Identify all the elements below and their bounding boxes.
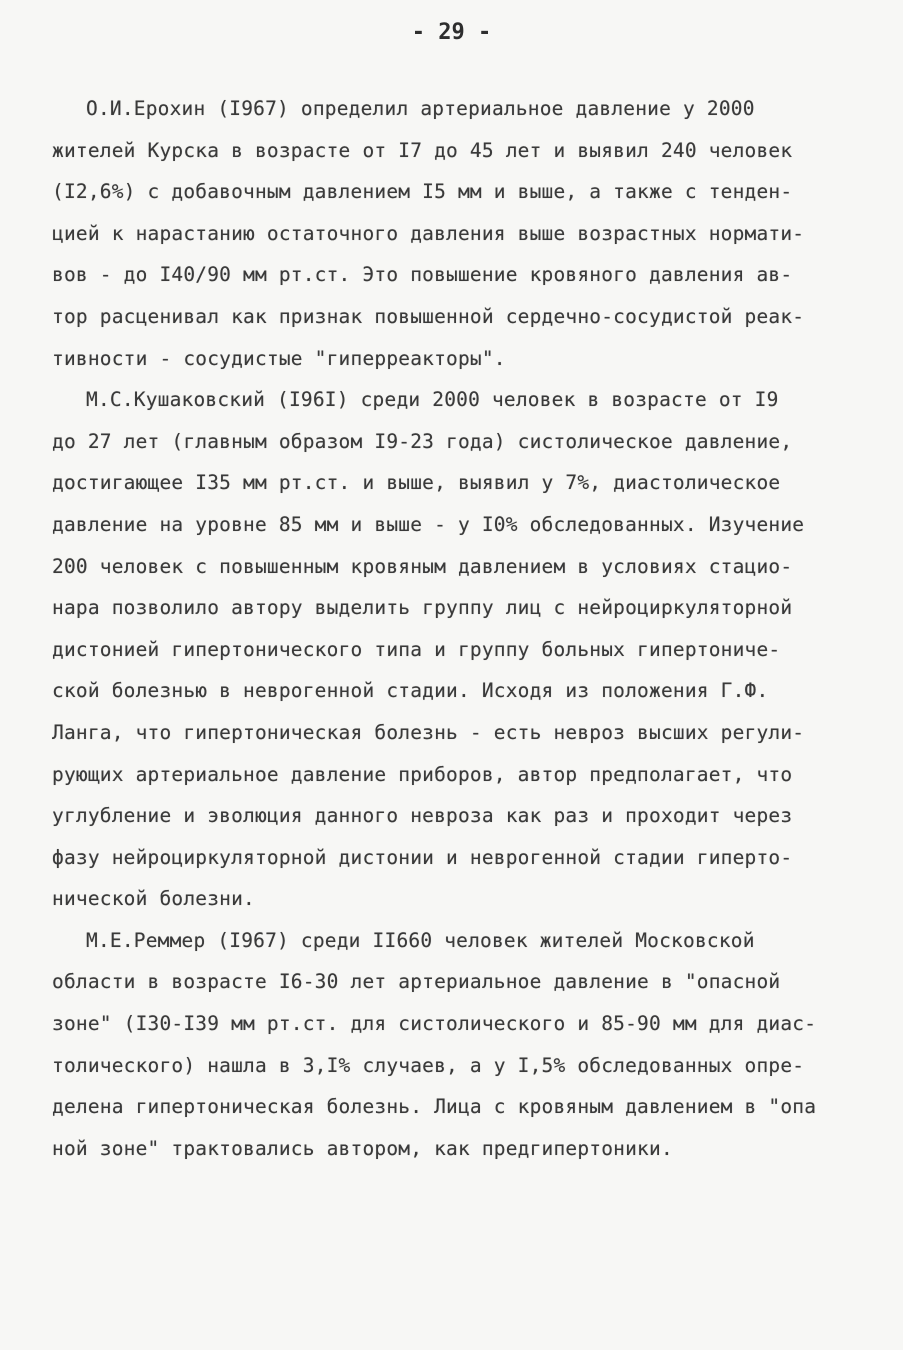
text-line: нара позволило автору выделить группу лиц с нейроциркуляторной	[52, 596, 793, 620]
text-line: Ланга, что гипертоническая болезнь - есть невроз высших регули-	[52, 720, 805, 744]
text-line: дистонией гипертонического типа и группу больных гипертониче-	[52, 637, 781, 661]
text-line: вов - до I40/90 мм рт.ст. Это повышение кровяного давления ав-	[52, 263, 793, 287]
text-line: О.И.Ерохин (I967) определил артериальное давление у 2000	[86, 97, 755, 120]
text-line: достигающее I35 мм рт.ст. и выше, выявил у 7%, диастолическое	[52, 471, 781, 495]
paragraph-erokhin	[52, 88, 852, 379]
text-line: М.Е.Реммер (I967) среди II660 человек жителей Московской	[86, 928, 755, 952]
text-line: фазу нейроциркуляторной дистонии и неврогенной стадии гиперто-	[52, 845, 793, 869]
text-line: тор расценивал как признак повышенной сердечно-сосудистой реак-	[52, 304, 805, 328]
paragraph-remmer	[52, 920, 852, 1170]
text-line: толического) нашла в 3,I% случаев, а у I,5% обследованных опре-	[52, 1053, 805, 1077]
paragraph-kushakovsky	[52, 379, 852, 920]
text-line: 200 человек с повышенным кровяным давлением в условиях стацио-	[52, 554, 793, 578]
text-line: до 27 лет (главным образом I9-23 года) систолическое давление,	[52, 429, 793, 453]
text-line: М.С.Кушаковский (I96I) среди 2000 человек в возрасте от I9	[86, 388, 779, 412]
text-line: цией к нарастанию остаточного давления выше возрастных нормати-	[52, 221, 805, 245]
text-line: (I2,6%) с добавочным давлением I5 мм и выше, а также с тенден-	[52, 180, 793, 204]
body-text	[52, 88, 852, 1169]
text-line: ной зоне" трактовались автором, как предгипертоники.	[52, 1136, 673, 1160]
text-line: рующих артериальное давление приборов, автор предполагает, что	[52, 762, 793, 786]
text-line: ской болезнью в неврогенной стадии. Исходя из положения Г.Ф.	[52, 679, 769, 703]
text-line: углубление и эволюция данного невроза как раз и проходит через	[52, 804, 793, 828]
text-line: нической болезни.	[52, 887, 255, 911]
text-line: зоне" (I30-I39 мм рт.ст. для систолического и 85-90 мм для диас-	[52, 1012, 817, 1036]
text-line: тивности - сосудистые "гиперреакторы".	[52, 346, 506, 370]
page-number: - 29 -	[411, 20, 492, 45]
text-line: давление на уровне 85 мм и выше - у I0% обследованных. Изучение	[52, 512, 805, 536]
text-line: жителей Курска в возрасте от I7 до 45 лет и выявил 240 человек	[52, 138, 793, 162]
text-line: области в возрасте I6-30 лет артериальное давление в "опасной	[52, 970, 781, 994]
text-line: делена гипертоническая болезнь. Лица с кровяным давлением в "опа	[52, 1095, 817, 1119]
